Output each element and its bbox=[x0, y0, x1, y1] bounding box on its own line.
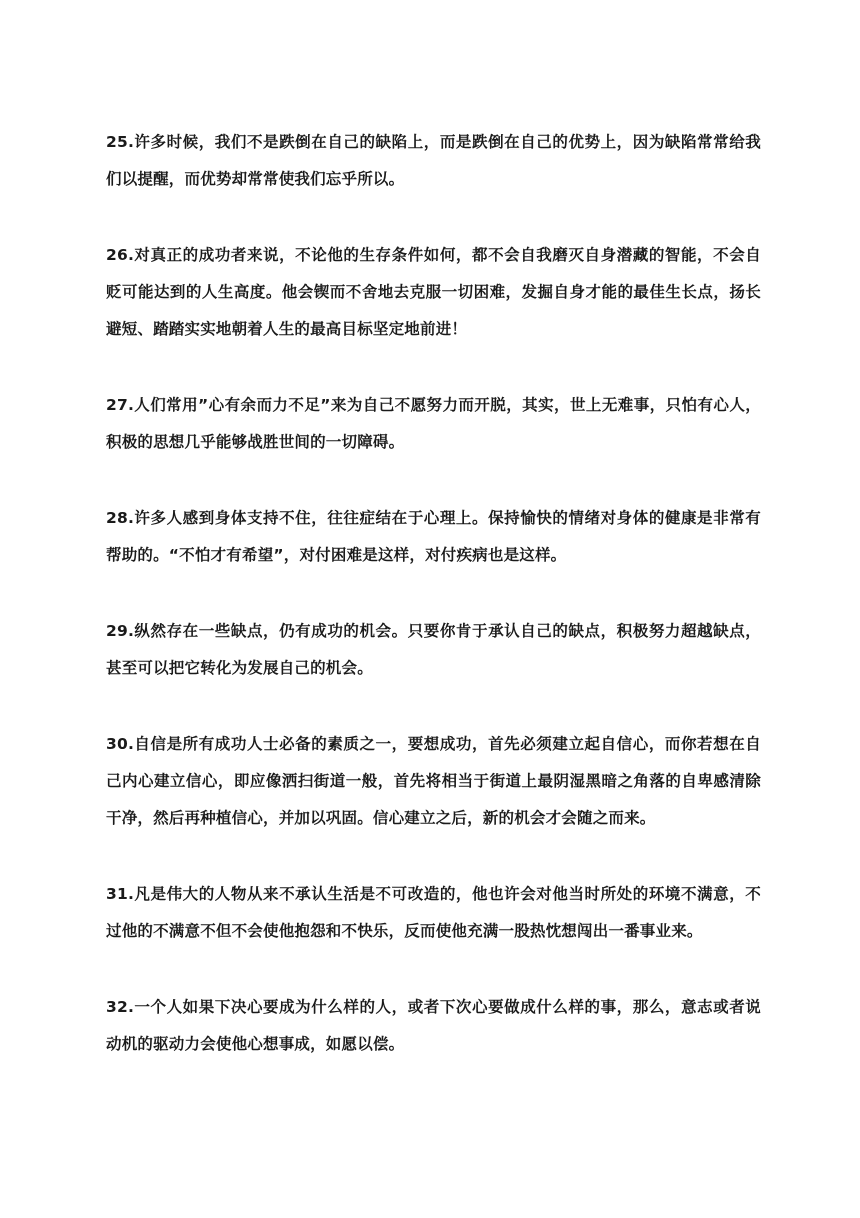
quote-31: 31.凡是伟大的人物从来不承认生活是不可改造的，他也许会对他当时所处的环境不满意，不过他的不满意不但不会使他抱怨和不快乐，反而使他充满一股热忱想闯出一番事业来。 bbox=[106, 885, 761, 940]
quote-list bbox=[106, 124, 761, 1102]
quote-30: 30.自信是所有成功人士必备的素质之一，要想成功，首先必须建立起自信心，而你若想在自己内心建立信心，即应像洒扫街道一般，首先将相当于街道上最阴湿黑暗之角落的自卑感清除干净，然后再种植信心，并加以巩固。信心建立之后，新的机会才会随之而来。 bbox=[106, 735, 761, 827]
quote-27: 27.人们常用”心有余而力不足”来为自己不愿努力而开脱，其实，世上无难事，只怕有心人，积极的思想几乎能够战胜世间的一切障碍。 bbox=[106, 396, 761, 451]
quote-26: 26.对真正的成功者来说，不论他的生存条件如何，都不会自我磨灭自身潜藏的智能，不会自贬可能达到的人生高度。他会锲而不舍地去克服一切困难，发掘自身才能的最佳生长点，扬长避短、踏踏实实地朝着人生的最高目标坚定地前进！ bbox=[106, 246, 761, 338]
quote-25: 25.许多时候，我们不是跌倒在自己的缺陷上，而是跌倒在自己的优势上，因为缺陷常常给我们以提醒，而优势却常常使我们忘乎所以。 bbox=[106, 133, 761, 188]
quote-29: 29.纵然存在一些缺点，仍有成功的机会。只要你肯于承认自己的缺点，积极努力超越缺点，甚至可以把它转化为发展自己的机会。 bbox=[106, 622, 761, 677]
quote-32: 32.一个人如果下决心要成为什么样的人，或者下次心要做成什么样的事，那么，意志或者说动机的驱动力会使他心想事成，如愿以偿。 bbox=[106, 998, 761, 1053]
quote-28: 28.许多人感到身体支持不住，往往症结在于心理上。保持愉快的情绪对身体的健康是非常有帮助的。“不怕才有希望”，对付困难是这样，对付疾病也是这样。 bbox=[106, 509, 761, 564]
